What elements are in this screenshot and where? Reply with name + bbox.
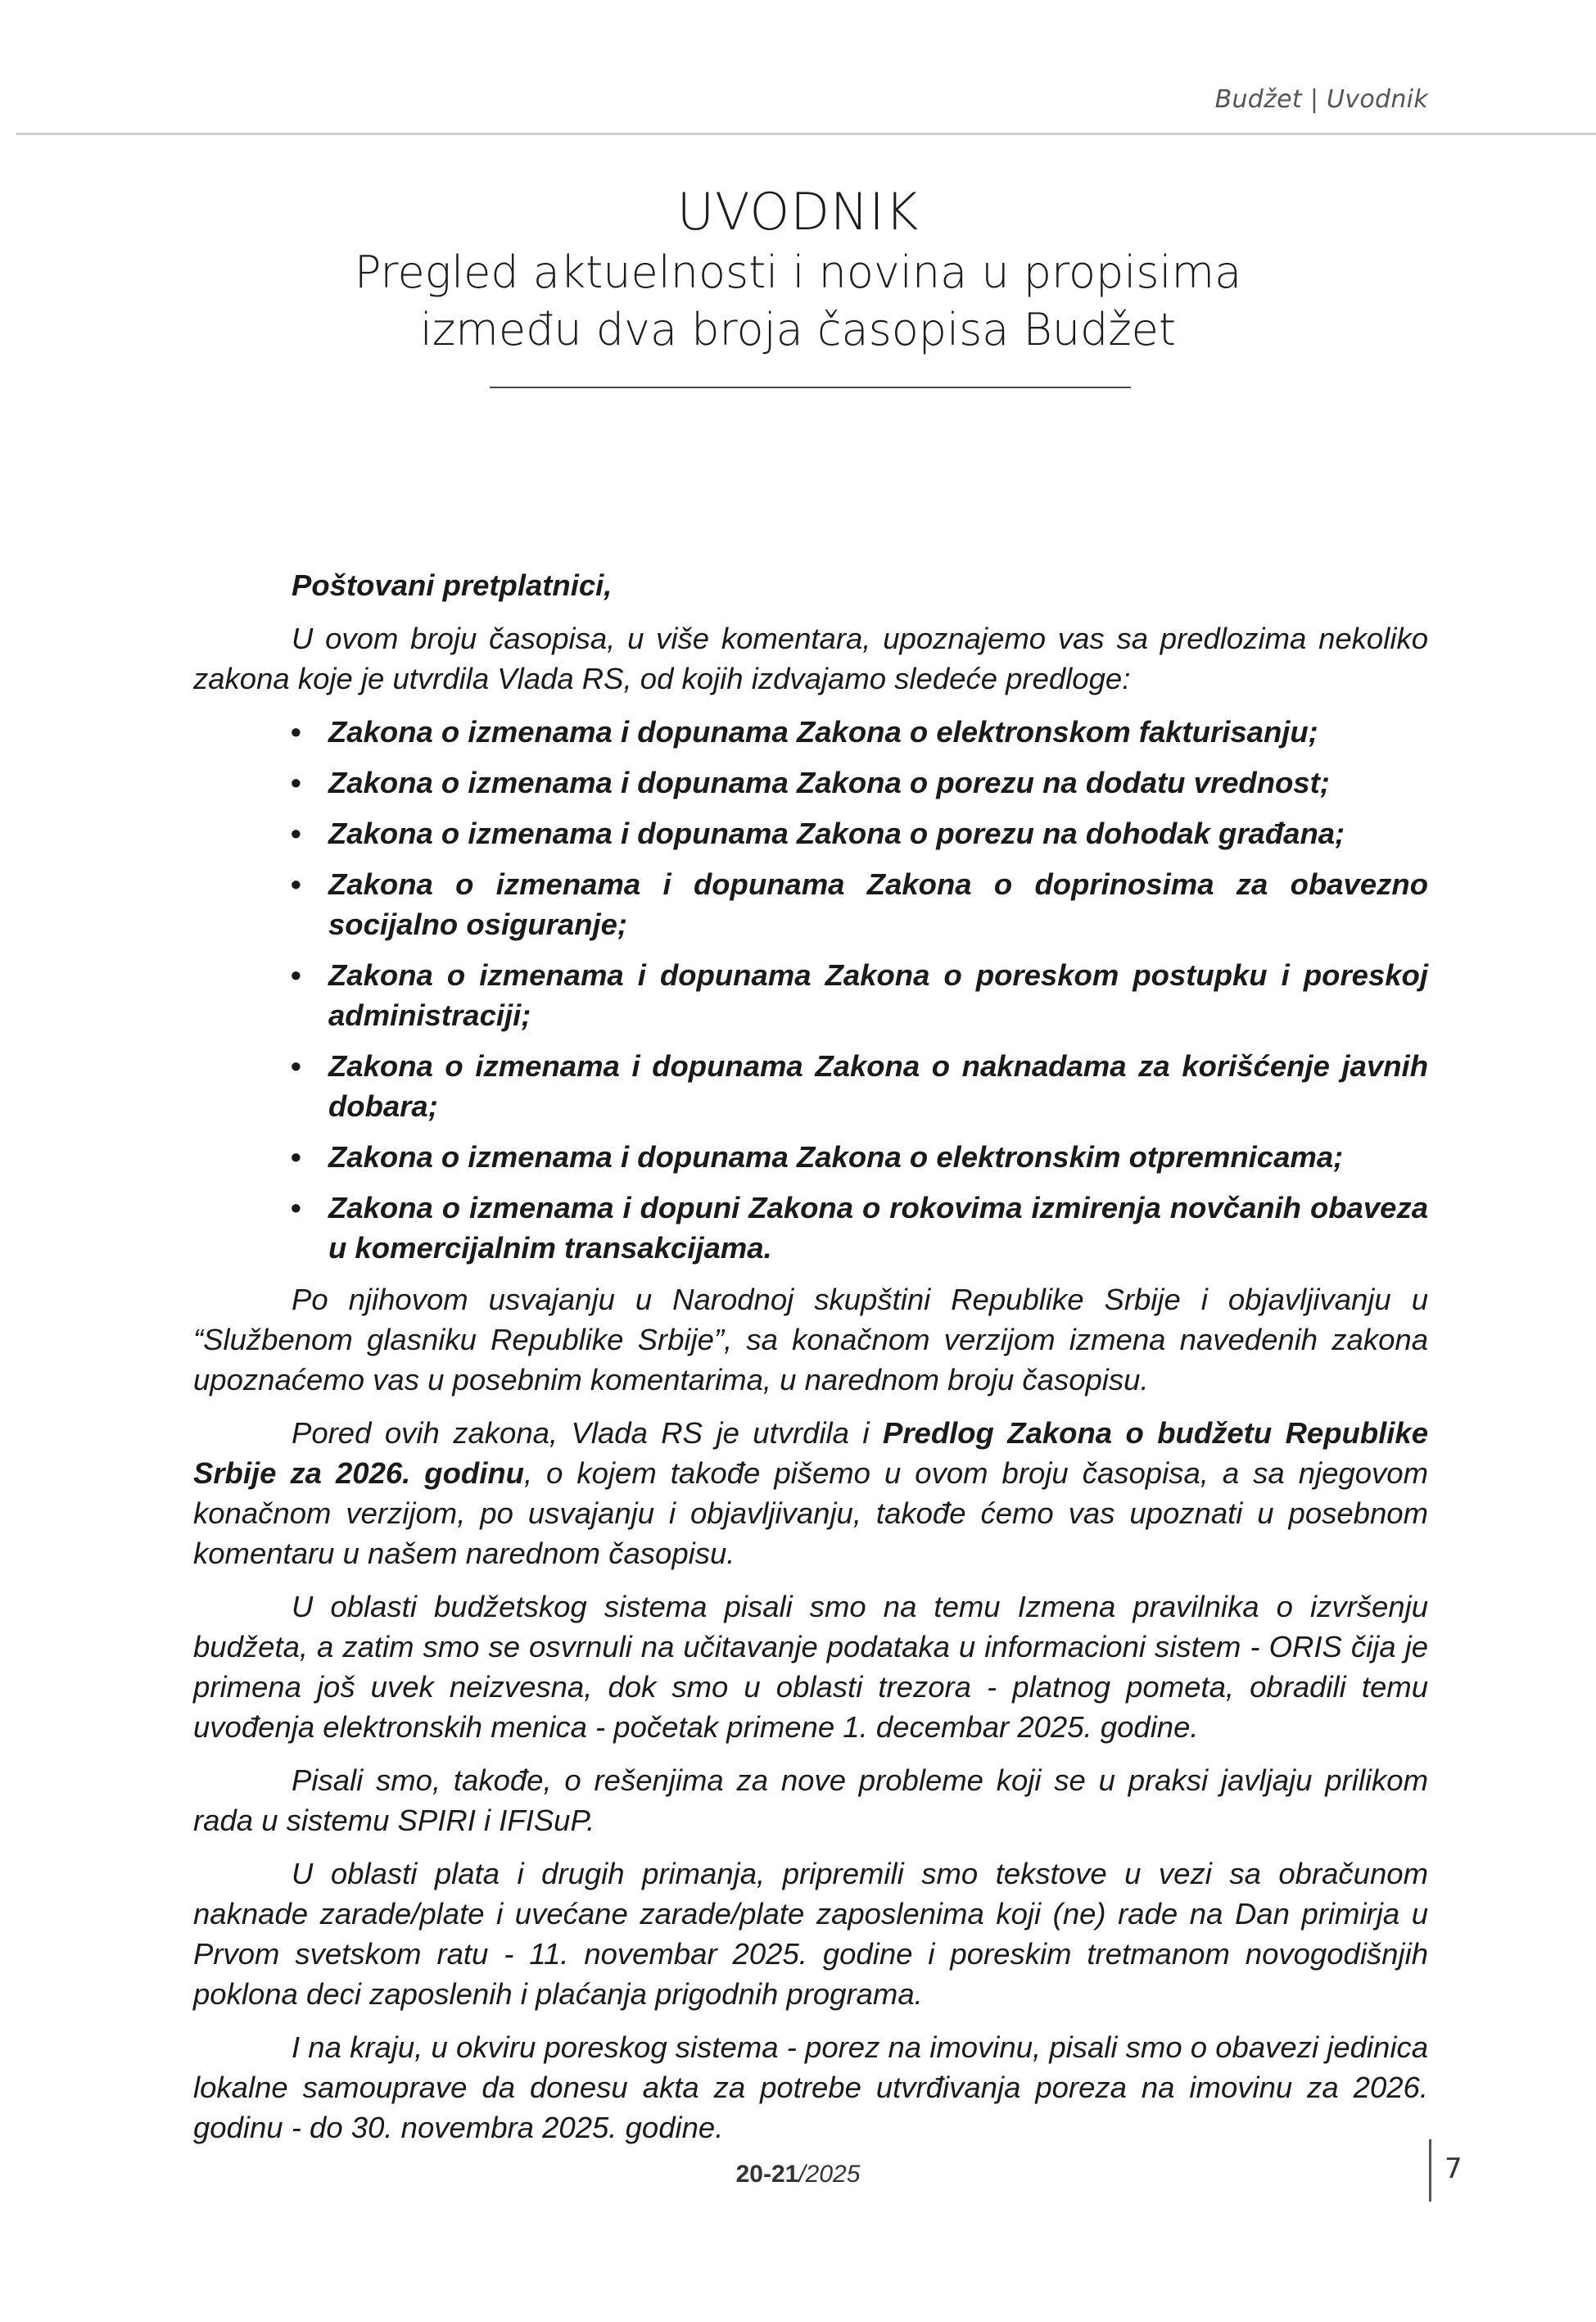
list-item: • Zakona o izmenama i dopunama Zakona o poreskom postupku i poreskoj administraciji;	[328, 955, 1428, 1035]
page-number-divider	[1429, 2139, 1431, 2202]
article-body	[193, 565, 1428, 2161]
salaries-paragraph: U oblasti plata i drugih primanja, pripremili smo tekstove u vezi sa obračunom naknade zarade/plate i uvećane zarade/plate zaposlenima koji (ne) rade na Dan primirja u Prvom svetskom ratu - 11. novembar 2025. godine i poreskim tretmanom novogodišnjih poklona deci zaposlenih i plaćanja prigodnih programa.	[193, 1857, 1428, 2011]
adoption-paragraph: Po njihovom usvajanju u Narodnoj skupštini Republike Srbije i objavljivanju u “Službenom glasniku Republike Srbije”, sa konačnom verzijom izmena navedenih zakona upoznaćemo vas u posebnim komentarima, u narednom broju časopisu.	[193, 1283, 1428, 1396]
budget-law-paragraph	[193, 1413, 1428, 1573]
list-item: • Zakona o izmenama i dopunama Zakona o doprinosima za obavezno socijalno osiguranje;	[328, 864, 1428, 944]
intro-paragraph: U ovom broju časopisa, u više komentara, upoznajemo vas sa predlozima nekoliko zakona koje je utvrdila Vlada RS, od kojih izdvajamo sledeće predloge:	[193, 622, 1428, 695]
list-item: • Zakona o izmenama i dopuni Zakona o rokovima izmirenja novčanih obaveza u komercijalnim transakcijama.	[328, 1188, 1428, 1268]
list-item: • Zakona o izmenama i dopunama Zakona o naknadama za korišćenje javnih dobara;	[328, 1046, 1428, 1126]
list-item: • Zakona o izmenama i dopunama Zakona o porezu na dodatu vrednost;	[328, 763, 1428, 803]
article-subtitle-line-2: između dva broja časopisa Budžet	[419, 304, 1177, 355]
budget-system-paragraph: U oblasti budžetskog sistema pisali smo na temu Izmena pravilnika o izvršenju budžeta, a zatim smo se osvrnuli na učitavanje podataka u informacioni sistem - ORIS čija je primena još uvek neizvesna, dok smo u oblasti trezora - platnog pometa, obradili temu uvođenja elektronskih menica - početak primene 1. decembar 2025. godine.	[193, 1590, 1428, 1744]
budget-law-text-before: Pored ovih zakona, Vlada RS je utvrdila i	[292, 1416, 883, 1450]
list-item: • Zakona o izmenama i dopunama Zakona o porezu na dohodak građana;	[328, 813, 1428, 853]
title-divider	[490, 387, 1131, 388]
issue-year: /2025	[798, 2161, 861, 2188]
article-title: UVODNIK	[676, 182, 920, 242]
running-header: Budžet | Uvodnik	[1214, 85, 1428, 114]
header-divider	[16, 133, 1596, 135]
list-item: • Zakona o izmenama i dopunama Zakona o elektronskom fakturisanju;	[328, 712, 1428, 752]
budget-law-text-after: , o kojem takođe pišemo u ovom broju časopisa, a sa njegovom konačnom verzijom, po usvajanju i objavljivanju, takođe ćemo vas upoznati u posebnom komentaru u našem narednom časopisu.	[193, 1456, 1428, 1570]
spiri-paragraph: Pisali smo, takođe, o rešenjima za nove probleme koji se u praksi javljaju prilikom rada u sistemu SPIRI i IFISuP.	[193, 1763, 1428, 1837]
budget-law-title: Predlog Zakona o budžetu Republike Srbije za 2026. godinu	[193, 1416, 1429, 1490]
page-number: 7	[1445, 2152, 1463, 2185]
salutation: Poštovani pretplatnici,	[292, 568, 613, 602]
article-title-block	[0, 180, 1596, 359]
law-proposals-list	[193, 712, 1428, 1268]
article-subtitle-line-1: Pregled aktuelnosti i novina u propisima	[354, 247, 1242, 298]
list-item: • Zakona o izmenama i dopunama Zakona o elektronskim otpremnicama;	[328, 1137, 1428, 1177]
property-tax-paragraph: I na kraju, u okviru poreskog sistema - porez na imovinu, pisali smo o obavezi jedinica lokalne samouprave da donesu akta za potrebe utvrđivanja poreza na imovinu za 2026. godinu - do 30. novembra 2025. godine.	[193, 2030, 1428, 2144]
issue-label	[0, 2161, 1596, 2188]
issue-number: 20-21	[735, 2161, 799, 2188]
